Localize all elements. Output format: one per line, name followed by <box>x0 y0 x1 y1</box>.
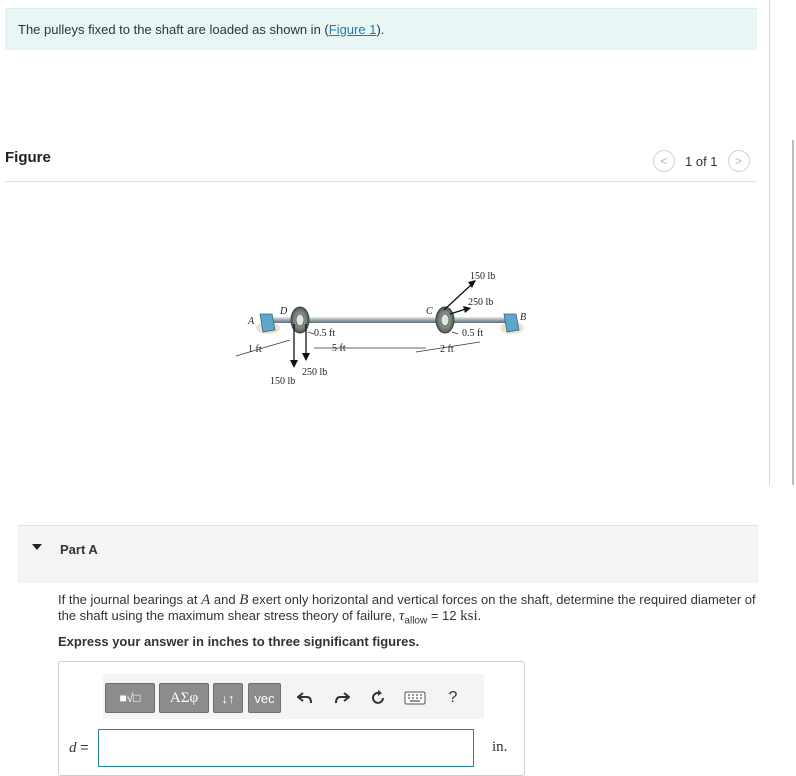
shaft-pulley-diagram <box>230 262 540 392</box>
force-150-d-arrowhead <box>290 360 298 368</box>
label-d: D <box>280 306 288 317</box>
question-text <box>58 592 758 630</box>
label-150lb-bottom: 150 lb <box>270 376 296 387</box>
pulley-c-hub <box>441 314 449 326</box>
label-2ft: 2 ft <box>440 344 454 355</box>
redo-icon[interactable] <box>332 688 352 708</box>
label-250lb-bottom: 250 lb <box>302 367 328 378</box>
figure-divider <box>5 181 757 182</box>
q-part-3: exert only horizontal and vertical forces on the shaft, determine the required diameter of the shaft using the maximum shear stress theory of failure, <box>58 592 756 623</box>
problem-intro <box>5 8 757 50</box>
var-a: A <box>201 592 211 608</box>
panel-divider <box>769 0 770 485</box>
help-button[interactable]: ? <box>448 689 458 706</box>
label-05ft-left: 0.5 ft <box>314 328 336 339</box>
intro-text: The pulleys fixed to the shaft are loaded as shown in ( <box>18 22 329 37</box>
scrollbar[interactable] <box>792 140 794 485</box>
greek-symbols-button[interactable]: ΑΣφ <box>159 683 209 713</box>
bearing-b <box>504 314 519 332</box>
label-1ft: 1 ft <box>248 344 262 355</box>
q-part-1: If the journal bearings at <box>58 592 202 607</box>
bearing-a <box>260 314 275 332</box>
label-b: B <box>520 312 527 323</box>
force-250-d-arrowhead <box>302 353 310 361</box>
figure-title: Figure <box>5 149 51 166</box>
q-unit: ksi <box>460 608 478 624</box>
label-05ft-right: 0.5 ft <box>462 328 484 339</box>
force-250-c-line <box>450 309 466 314</box>
reset-icon[interactable] <box>368 688 388 708</box>
templates-button[interactable]: ■√□ <box>105 683 155 713</box>
chevron-left-icon[interactable]: < <box>653 150 675 172</box>
answer-equals: = <box>76 739 89 755</box>
math-toolbar <box>103 674 484 719</box>
pulley-d-hub <box>296 314 304 326</box>
caret-down-icon[interactable] <box>32 544 42 550</box>
q-part-4: = 12 <box>427 608 461 623</box>
answer-input[interactable] <box>98 729 474 767</box>
part-a-header[interactable] <box>18 525 758 583</box>
figure-link[interactable]: Figure 1 <box>328 22 377 37</box>
tau-symbol: τ <box>399 608 405 624</box>
label-a: A <box>248 316 255 327</box>
keyboard-icon[interactable] <box>403 688 427 708</box>
dim-line-1ft <box>236 340 290 356</box>
answer-area <box>58 661 525 776</box>
label-c: C <box>426 306 433 317</box>
sort-button[interactable]: ↓↑ <box>213 683 243 713</box>
intro-text-end: ). <box>376 22 385 37</box>
chevron-right-icon[interactable]: > <box>728 150 750 172</box>
dim-tick-05-right <box>452 332 458 334</box>
tau-subscript: allow <box>404 615 428 627</box>
answer-label <box>69 739 89 757</box>
var-b: B <box>239 592 249 608</box>
answer-var: d <box>69 740 77 756</box>
label-250lb-top: 250 lb <box>468 297 494 308</box>
q-part-5: . <box>477 608 482 623</box>
label-150lb-top: 150 lb <box>470 271 496 282</box>
instruction-text: Express your answer in inches to three significant figures. <box>58 634 420 649</box>
undo-icon[interactable] <box>295 688 315 708</box>
vector-button[interactable]: vec <box>248 683 281 713</box>
answer-unit: in. <box>492 739 508 755</box>
figure-pager <box>653 149 750 173</box>
q-part-2: and <box>210 592 240 607</box>
label-5ft: 5 ft <box>332 343 346 354</box>
figure-count: 1 of 1 <box>685 153 718 169</box>
part-title: Part A <box>60 542 98 557</box>
